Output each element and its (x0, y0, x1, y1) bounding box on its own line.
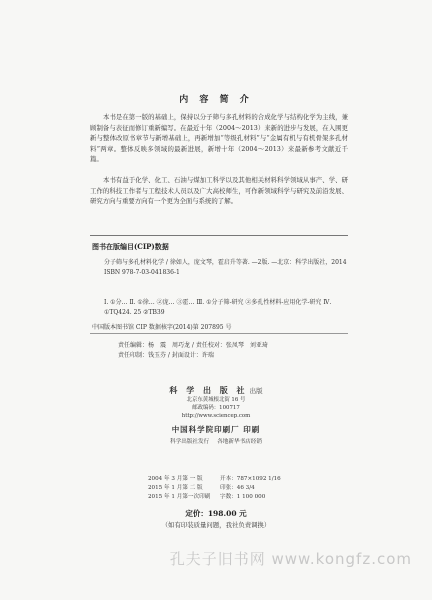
cip-data-number: 中国版本图书馆 CIP 数据核字(2014)第 207895 号 (92, 324, 232, 331)
quality-notice: （如有印装质量问题，我社负责调换） (161, 521, 271, 529)
editors-line: 责任编辑：杨 震 周巧龙 / 责任校对：张凤琴 刘亚琦 (118, 342, 268, 349)
edition-row: 2015 年 1 月第一次印刷 字数：1 100 000 (148, 494, 266, 500)
publisher-name-text: 科 学 出 版 社 (169, 385, 248, 395)
printer-name: 中国科学院印刷厂 印刷 (171, 425, 261, 434)
print-design-line: 责任印制：钱玉芬 / 封面设计：许瑞 (118, 352, 214, 359)
editorial-credits (118, 340, 268, 360)
retailer: 各地新华书店经销 (217, 439, 262, 445)
publisher-name (0, 385, 432, 396)
publisher-block (0, 385, 432, 445)
summary-paragraph-1: 本书是在第一版的基础上，保持以分子筛与多孔材料的合成化学与结构化学为主线，兼顾制备与表征而修订重新编写。在最近十年（2004～2013）来新的进步与发展，在入围更新与整体改原书章节与新增基础上，再新增加“等级孔材料”与“金属有机与有机骨架多孔材料”两章。整体反映多领域的最新进展，新增十年（2004～2013）来最新参考文献近千篇。 (90, 113, 348, 164)
cip-isbn: ISBN 978-7-03-041836-1 (104, 268, 180, 276)
publisher-name-suffix: 出版 (249, 387, 263, 395)
cip-heading: 图书在版编目(CIP)数据 (92, 242, 169, 251)
summary-heading: 内 容 简 介 (179, 95, 253, 105)
distributor: 科学出版社发行 (170, 439, 210, 445)
cip-title-line: 分子筛与多孔材料化学 / 徐如人，庞文琴，霍启升等著. —2版. —北京：科学出版社，2014 (104, 259, 347, 266)
edition-info (148, 475, 281, 502)
publisher-postcode: 邮政编码：100717 (192, 405, 240, 411)
distribution-line (0, 437, 432, 445)
watermark: 孔夫子旧书网 www.kongfz.com (169, 550, 412, 568)
cip-record (104, 258, 348, 277)
cip-subjects: Ⅰ. ①分… Ⅱ. ①徐… ②庞… ③霍… Ⅲ. ①分子筛-研究 ②多孔性材料-应用化学-研究 Ⅳ. ①TQ424. 25 ②TB39 (104, 299, 332, 316)
summary-paragraph-2: 本书有益于化学、化工、石油与煤加工科学以及其他相关材料科学领域从事产、学、研工作的科技工作者与工程技术人员以及广大高校师生，可作新领域科学与研究及前沿发展、研究方向与重要方向有一个更为全面与系统的了解。 (90, 176, 348, 206)
edition-row: 2015 年 1 月第 二 版 印张：46 3/4 (148, 485, 255, 491)
price: 定价：198.00 元 (185, 509, 247, 518)
publisher-website: http://www.sciencep.com (181, 413, 251, 419)
divider (90, 333, 348, 334)
divider (90, 235, 348, 236)
publisher-address: 北京东黄城根北街 16 号 (186, 397, 246, 403)
edition-row: 2004 年 3 月第 一 版 开本：787×1092 1/16 (148, 476, 281, 482)
